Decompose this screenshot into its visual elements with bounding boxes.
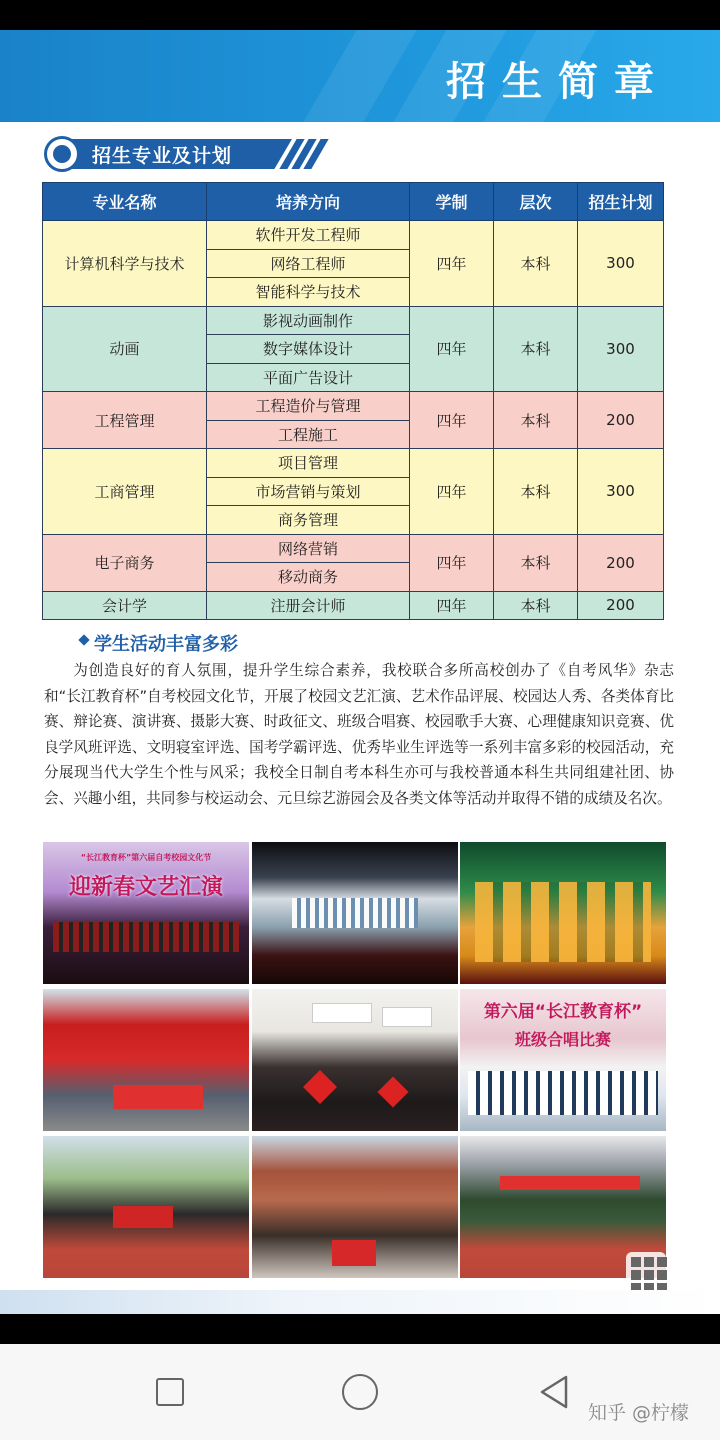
activities-paragraph: 为创造良好的育人氛围，提升学生综合素养，我校联合多所高校创办了《自考风华》杂志和“长江教育杯”自考校园文化节，开展了校园文艺汇演、艺术作品评展、校园达人秀、各类体育比赛、辩论赛、演讲赛、摄影大赛、时政征文、班级合唱赛、校园歌手大赛、心理健康知识竞赛、优良学风班评选、文明寝室评选、国考学霸评选、优秀毕业生评选等一系列丰富多彩的校园活动，充分展现当代大学生个性与风采；我校全日制自考本科生亦可与我校普通本科生共同组建社团、协会、兴趣小组，共同参与校运动会、元旦综艺游园会及各类文体等活动并取得不错的成绩及名次。 xyxy=(44,662,674,807)
direction-cell: 平面广告设计 xyxy=(207,363,410,392)
direction-cell: 移动商务 xyxy=(207,563,410,592)
level-cell: 本科 xyxy=(494,306,578,392)
photo-calligraphy-event[interactable] xyxy=(252,989,458,1131)
direction-cell: 网络工程师 xyxy=(207,249,410,278)
section-title: 招生专业及计划 xyxy=(92,145,233,167)
duration-cell: 四年 xyxy=(410,306,494,392)
header-plan: 招生计划 xyxy=(578,183,664,221)
duration-cell: 四年 xyxy=(410,449,494,535)
page-bottom-strip xyxy=(0,1290,720,1314)
level-cell: 本科 xyxy=(494,534,578,591)
duration-cell: 四年 xyxy=(410,591,494,620)
header-direction: 培养方向 xyxy=(207,183,410,221)
photo-caption: 迎新春文艺汇演 xyxy=(68,875,223,900)
direction-cell: 商务管理 xyxy=(207,506,410,535)
table-row xyxy=(43,449,664,478)
photo-campus-group[interactable] xyxy=(252,1136,458,1278)
table-row xyxy=(43,591,664,620)
level-cell: 本科 xyxy=(494,591,578,620)
photo-spring-gala[interactable] xyxy=(43,842,249,984)
direction-cell: 影视动画制作 xyxy=(207,306,410,335)
plan-cell: 200 xyxy=(578,534,664,591)
table-row xyxy=(43,306,664,335)
duration-cell: 四年 xyxy=(410,221,494,307)
direction-cell: 市场营销与策划 xyxy=(207,477,410,506)
direction-cell: 工程施工 xyxy=(207,420,410,449)
major-cell: 工程管理 xyxy=(43,392,207,449)
brochure-page[interactable] xyxy=(0,122,720,1314)
home-icon[interactable] xyxy=(342,1374,378,1410)
header-banner xyxy=(0,30,720,122)
enrollment-plan-table xyxy=(42,182,664,620)
direction-cell: 智能科学与技术 xyxy=(207,278,410,307)
photo-stage-performance[interactable] xyxy=(252,842,458,984)
section-title-activities xyxy=(82,630,238,656)
back-icon[interactable] xyxy=(538,1374,570,1410)
zhihu-watermark: 知乎 @柠檬 xyxy=(588,1402,690,1424)
table-header-row xyxy=(43,183,664,221)
table-row xyxy=(43,534,664,563)
duration-cell: 四年 xyxy=(410,534,494,591)
major-cell: 计算机科学与技术 xyxy=(43,221,207,307)
table-row xyxy=(43,392,664,421)
header-duration: 学制 xyxy=(410,183,494,221)
plan-cell: 300 xyxy=(578,221,664,307)
header-major: 专业名称 xyxy=(43,183,207,221)
photo-caption-top: 第六届“长江教育杯” xyxy=(483,1002,643,1022)
recent-apps-icon[interactable] xyxy=(156,1378,184,1406)
level-cell: 本科 xyxy=(494,392,578,449)
header-level: 层次 xyxy=(494,183,578,221)
section-title-text: 学生活动丰富多彩 xyxy=(94,634,238,655)
plan-cell: 200 xyxy=(578,591,664,620)
plan-cell: 300 xyxy=(578,306,664,392)
direction-cell: 网络营销 xyxy=(207,534,410,563)
school-logo-icon xyxy=(44,136,80,172)
direction-cell: 软件开发工程师 xyxy=(207,221,410,250)
section-header-plan xyxy=(44,136,314,172)
major-cell: 工商管理 xyxy=(43,449,207,535)
level-cell: 本科 xyxy=(494,449,578,535)
table-row xyxy=(43,221,664,250)
photo-choir-contest[interactable] xyxy=(460,989,666,1131)
photo-flag-team[interactable] xyxy=(43,989,249,1131)
direction-cell: 数字媒体设计 xyxy=(207,335,410,364)
system-navigation-bar xyxy=(0,1344,720,1440)
grid-view-icon[interactable] xyxy=(626,1252,666,1292)
major-cell: 电子商务 xyxy=(43,534,207,591)
major-cell: 动画 xyxy=(43,306,207,392)
photo-sports-parade[interactable] xyxy=(43,1136,249,1278)
plan-cell: 300 xyxy=(578,449,664,535)
direction-cell: 注册会计师 xyxy=(207,591,410,620)
major-cell: 会计学 xyxy=(43,591,207,620)
plan-cell: 200 xyxy=(578,392,664,449)
direction-cell: 项目管理 xyxy=(207,449,410,478)
duration-cell: 四年 xyxy=(410,392,494,449)
level-cell: 本科 xyxy=(494,221,578,307)
direction-cell: 工程造价与管理 xyxy=(207,392,410,421)
banner-title: 招生简章 xyxy=(446,59,670,105)
photo-dance-performance[interactable] xyxy=(460,842,666,984)
photo-caption-small: “长江教育杯”第六届自考校园文化节 xyxy=(80,853,212,862)
photo-caption: 班级合唱比赛 xyxy=(514,1030,611,1049)
